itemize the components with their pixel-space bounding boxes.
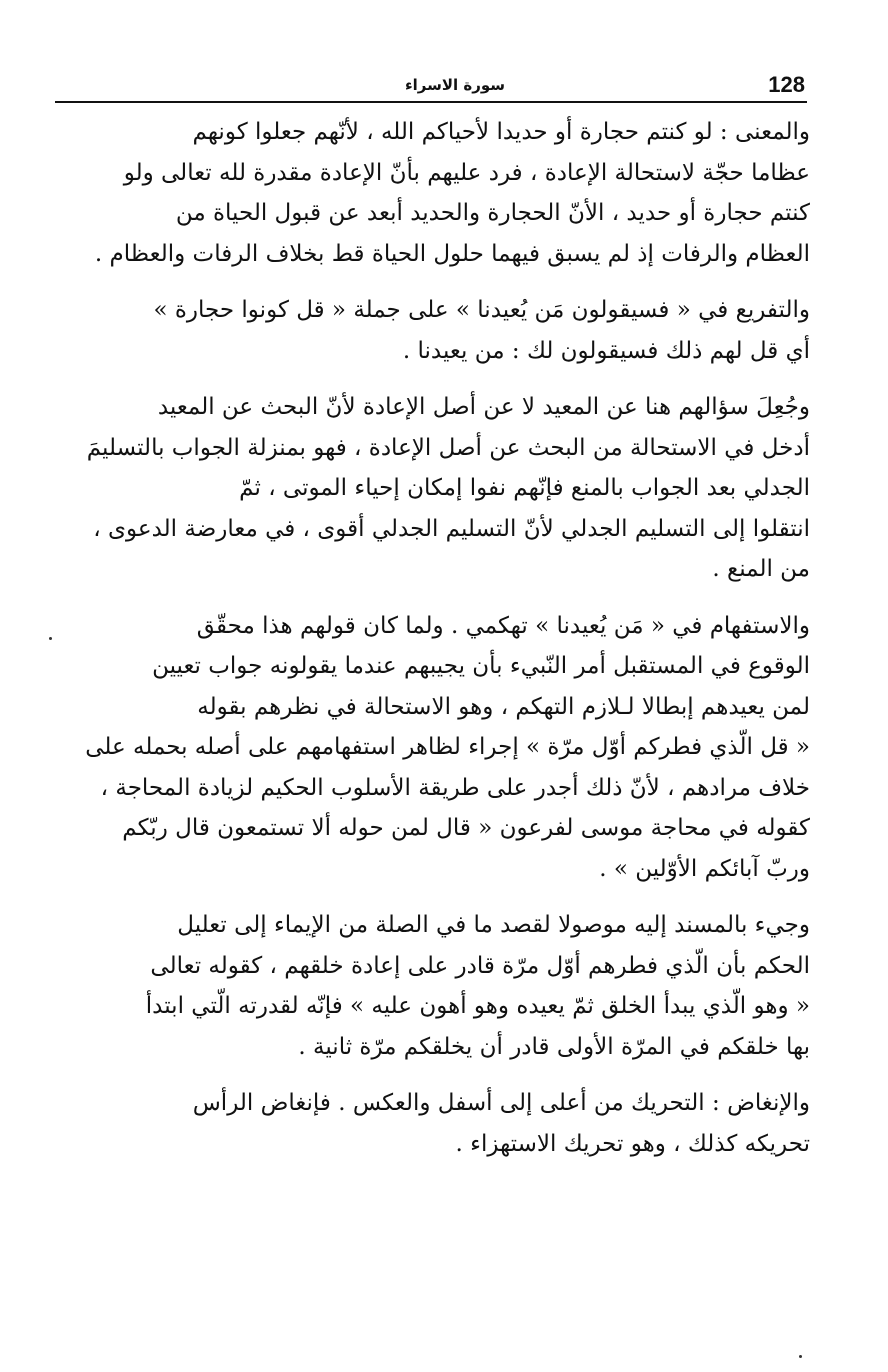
paragraph	[45, 387, 810, 590]
text-line: والاستفهام في « مَن يُعيدنا » تهكمي . ولما كان قولهم هذا محقّق	[196, 612, 810, 639]
text-line: وجيء بالمسند إليه موصولا لقصد ما في الصلة من الإيماء إلى تعليل	[177, 912, 810, 938]
paragraph	[45, 290, 810, 371]
text-line: العظام والرفات إذ لم يسبق فيهما حلول الحياة قط بخلاف الرفات والعظام .	[94, 240, 810, 267]
text-line: عظاما حجّة لاستحالة الإعادة ، فرد عليهم بأنّ الإعادة مقدرة لله تعالى ولو	[123, 159, 810, 186]
text-line: « وهو الّذي يبدأ الخلق ثمّ يعيده وهو أهون عليه » فإنّه لقدرته الّتي ابتدأ	[145, 993, 810, 1019]
text-line: الجدلي بعد الجواب بالمنع فإنّهم نفوا إمكان إحياء الموتى ، ثمّ	[239, 475, 810, 501]
page-body	[45, 112, 810, 1164]
text-line: أدخل في الاستحالة من البحث عن أصل الإعادة ، فهو بمنزلة الجواب بالتسليمَ	[86, 434, 810, 461]
paragraph	[45, 905, 810, 1067]
margin-speck	[49, 637, 52, 640]
text-line: خلاف مرادهم ، لأنّ ذلك أجدر على طريقة الأسلوب الحكيم لزيادة المحاجة ،	[100, 774, 810, 801]
page-number: 128	[768, 72, 805, 97]
page-header	[55, 68, 807, 102]
text-line: الوقوع في المستقبل أمر النّبيء بأن يجيبهم عندما يقولونه جواب تعيين	[152, 653, 810, 679]
paragraph	[45, 112, 810, 274]
text-line: وربّ آبائكم الأوّلين » .	[599, 855, 810, 882]
paragraph	[45, 1083, 810, 1164]
text-line: انتقلوا إلى التسليم الجدلي لأنّ التسليم الجدلي أقوى ، في معارضة الدعوى ،	[93, 515, 810, 542]
text-line: والتفريع في « فسيقولون مَن يُعيدنا » على جملة « قل كونوا حجارة »	[153, 297, 810, 323]
text-line: « قل الّذي فطركم أوّل مرّة » إجراء لظاهر استفهامهم على أصله بحمله على	[85, 734, 810, 760]
text-line: أي قل لهم ذلك فسيقولون لك : من يعيدنا .	[402, 337, 810, 364]
margin-speck	[799, 1355, 802, 1358]
text-line: والإنغاض : التحريك من أعلى إلى أسفل والعكس . فإنغاض الرأس	[192, 1090, 810, 1116]
paragraph	[45, 606, 810, 890]
text-line: بها خلقكم في المرّة الأولى قادر أن يخلقكم مرّة ثانية .	[298, 1033, 810, 1060]
text-line: الحكم بأن الّذي فطرهم أوّل مرّة قادر على إعادة خلقهم ، كقوله تعالى	[150, 952, 810, 979]
text-line: والمعنى : لو كنتم حجارة أو حديدا لأحياكم الله ، لأنّهم جعلوا كونهم	[192, 119, 810, 145]
text-line: وجُعِلَ سؤالهم هنا عن المعيد لا عن أصل الإعادة لأنّ البحث عن المعيد	[157, 394, 810, 420]
running-title: سورة الاسراء	[404, 76, 506, 94]
text-line: كنتم حجارة أو حديد ، الأنّ الحجارة والحديد أبعد عن قبول الحياة من	[175, 200, 810, 226]
text-line: كقوله في محاجة موسى لفرعون « قال لمن حوله ألا تستمعون قال ربّكم	[122, 815, 810, 841]
text-line: لمن يعيدهم إبطالا لـلازم التهكم ، وهو الاستحالة في نظرهم بقوله	[197, 693, 810, 720]
header-rule	[55, 101, 807, 103]
text-line: من المنع .	[712, 556, 810, 582]
text-line: تحريكه كذلك ، وهو تحريك الاستهزاء .	[455, 1130, 810, 1157]
